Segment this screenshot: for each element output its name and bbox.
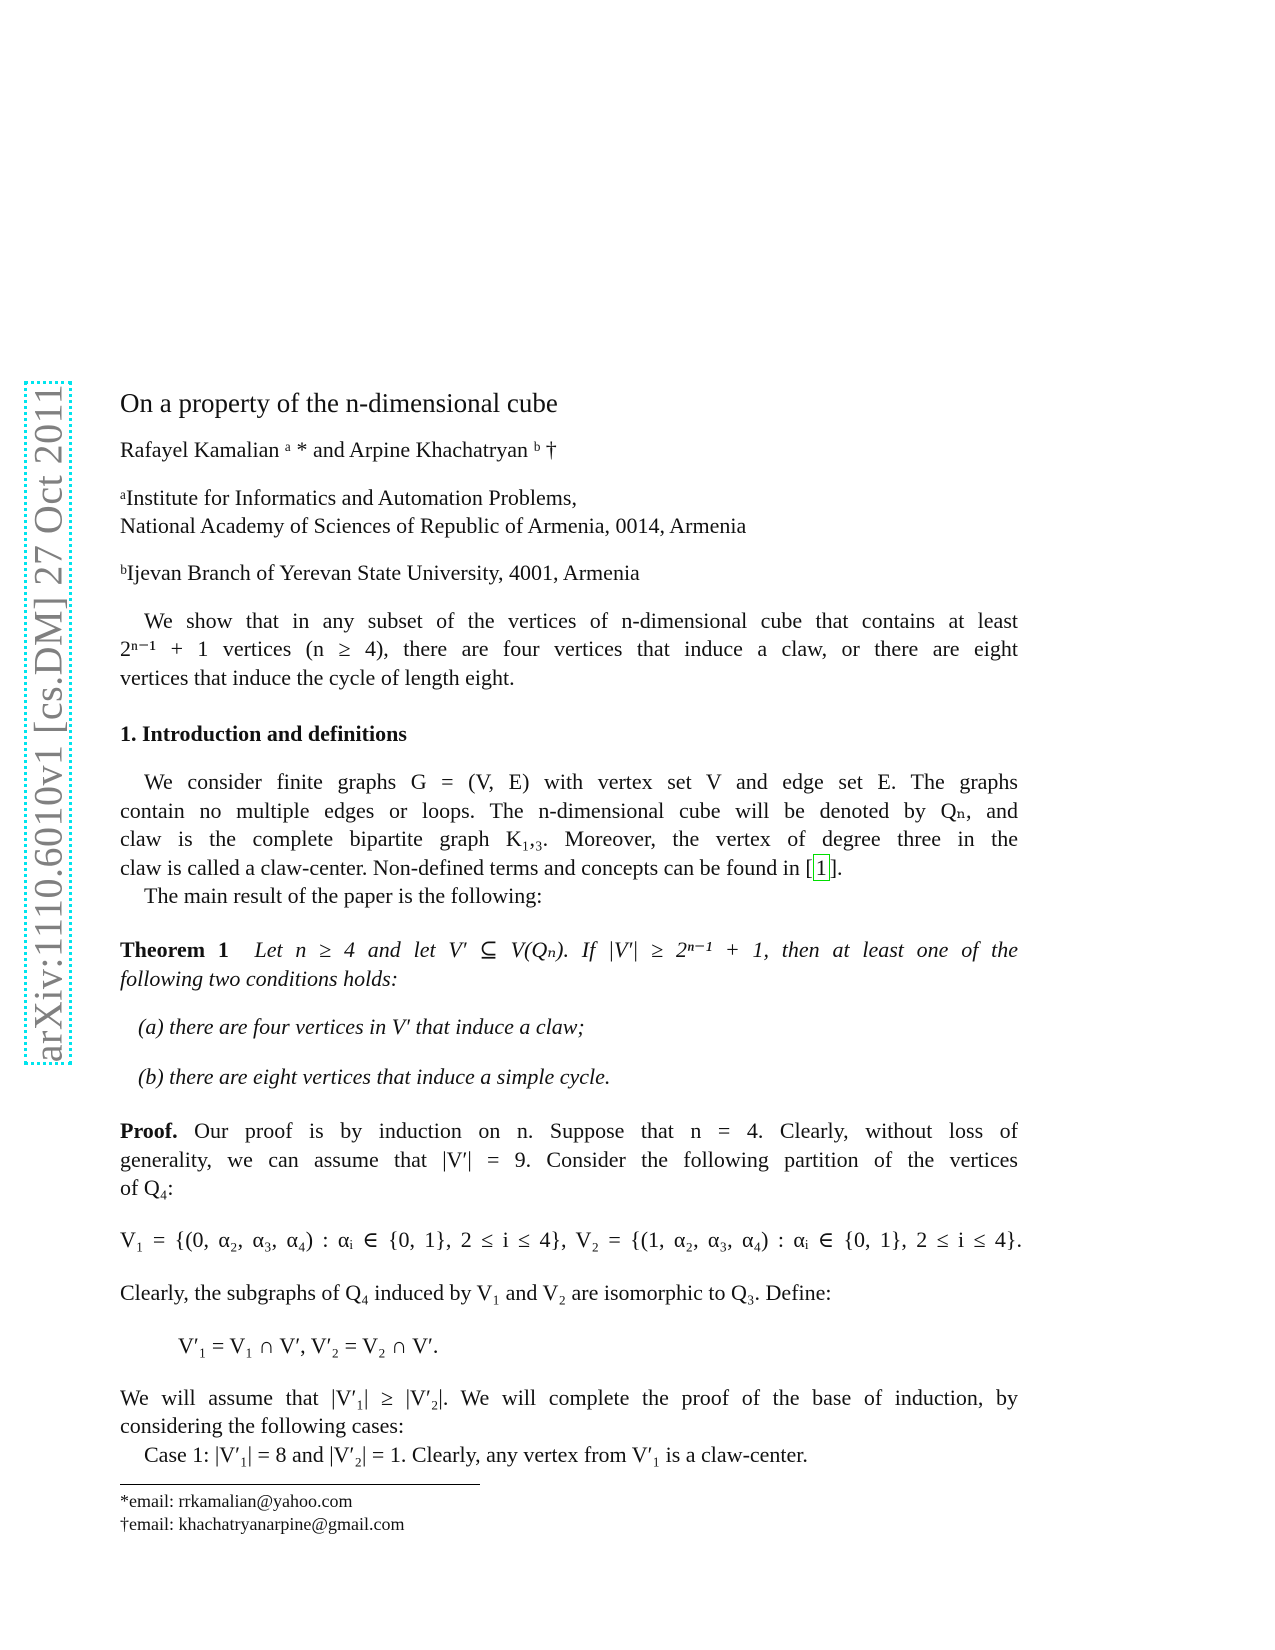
proof-text: Our proof is by induction on n. Suppose that n = 4. Clearly, without loss of (194, 1118, 1018, 1143)
condition-a: (a) there are four vertices in V′ that induce a claw; (138, 1014, 585, 1039)
proof-line: generality, we can assume that |V′| = 9. Consider the following partition of the vertices (120, 1147, 1018, 1172)
abstract-line: vertices that induce the cycle of length eight. (120, 665, 515, 690)
theorem-label: Theorem 1 (120, 937, 229, 962)
affiliation-b: ᵇIjevan Branch of Yerevan State University, 4001, Armenia (120, 560, 640, 585)
proof-label: Proof. (120, 1118, 178, 1143)
proof-line: Case 1: |V′₁| = 8 and |V′₂| = 1. Clearly, any vertex from V′₁ is a claw-center. (144, 1442, 808, 1467)
intro-line (120, 854, 1018, 882)
section-heading: 1. Introduction and definitions (120, 721, 407, 746)
abstract-line: 2ⁿ⁻¹ + 1 vertices (n ≥ 4), there are four vertices that induce a claw, or there are eight (120, 636, 1018, 661)
proof-line: considering the following cases: (120, 1413, 405, 1438)
citation-link[interactable]: 1 (813, 854, 830, 881)
proof-line: Clearly, the subgraphs of Q₄ induced by V₁ and V₂ are isomorphic to Q₃. Define: (120, 1280, 832, 1305)
footnote-email-1: *email: rrkamalian@yahoo.com (120, 1491, 353, 1511)
definition-equation: V′₁ = V₁ ∩ V′, V′₂ = V₂ ∩ V′. (178, 1333, 439, 1358)
affiliation-a-line1: ᵃInstitute for Informatics and Automation Problems, (120, 485, 577, 510)
proof-line: of Q₄: (120, 1175, 174, 1200)
footnote-email-2: †email: khachatryanarpine@gmail.com (120, 1514, 405, 1534)
footnote-rule (120, 1484, 480, 1485)
arxiv-stamp-text: arXiv:1110.6010v1 [cs.DM] 27 Oct 2011 (25, 383, 71, 1063)
intro-line: claw is the complete bipartite graph K₁,₃. Moreover, the vertex of degree three in the (120, 826, 1018, 851)
main-result-line: The main result of the paper is the following: (144, 883, 543, 908)
theorem-text: Let n ≥ 4 and let V′ ⊆ V(Qₙ). If |V′| ≥ 2ⁿ⁻¹ + 1, then at least one of the (254, 937, 1018, 962)
abstract-line: We show that in any subset of the vertices of n-dimensional cube that contains at least (144, 608, 1018, 633)
authors: Rafayel Kamalian ᵃ * and Arpine Khachatryan ᵇ † (120, 437, 557, 462)
condition-b: (b) there are eight vertices that induce a simple cycle. (138, 1064, 611, 1089)
intro-line: We consider finite graphs G = (V, E) with vertex set V and edge set E. The graphs (144, 769, 1018, 794)
partition-equation: V₁ = {(0, α₂, α₃, α₄) : αᵢ ∈ {0, 1}, 2 ≤ i ≤ 4}, V₂ = {(1, α₂, α₃, α₄) : αᵢ ∈ {0, 1}, 2 ≤ i ≤ 4}. (120, 1227, 1022, 1252)
intro-text: claw is called a claw-center. Non-defined terms and concepts can be found in [ (120, 855, 813, 880)
affiliation-a-line2: National Academy of Sciences of Republic of Armenia, 0014, Armenia (120, 513, 747, 538)
intro-line: contain no multiple edges or loops. The n-dimensional cube will be denoted by Qₙ, and (120, 798, 1018, 823)
paper-title: On a property of the n-dimensional cube (120, 388, 558, 418)
proof-line (120, 1117, 1018, 1145)
proof-line: We will assume that |V′₁| ≥ |V′₂|. We will complete the proof of the base of induction, by (120, 1385, 1018, 1410)
intro-text: ]. (829, 855, 843, 880)
arxiv-stamp (24, 381, 72, 1065)
theorem-line: following two conditions holds: (120, 966, 399, 991)
theorem-line (120, 936, 1018, 964)
